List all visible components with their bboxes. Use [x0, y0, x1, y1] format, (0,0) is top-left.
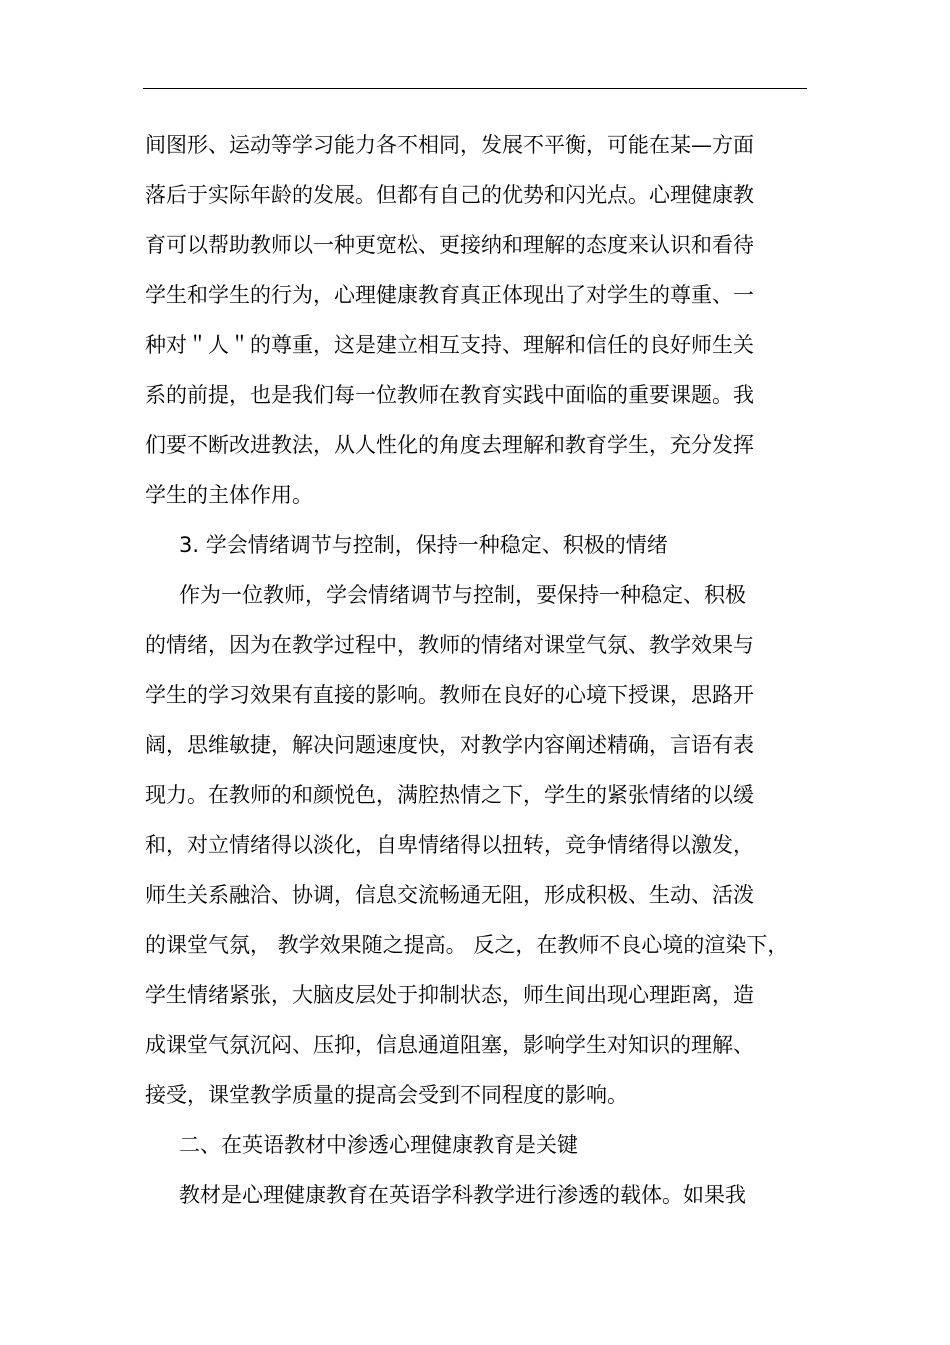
text-line: 成课堂气氛沉闷、压抑，信息通道阻塞，影响学生对知识的理解、 [145, 1033, 754, 1057]
text-line: 间图形、运动等学习能力各不相同，发展不平衡，可能在某—方面 [145, 133, 754, 157]
text-line: 落后于实际年龄的发展。但都有自己的优势和闪光点。心理健康教 [145, 183, 754, 207]
text-line: 学生的学习效果有直接的影响。教师在良好的心境下授课，思路开 [145, 683, 754, 707]
text-line: 接受，课堂教学质量的提高会受到不同程度的影响。 [145, 1083, 628, 1107]
body-text [145, 120, 789, 1220]
text-line: 们要不断改进教法，从人性化的角度去理解和教育学生，充分发挥 [145, 433, 754, 457]
text-line: 学生情绪紧张，大脑皮层处于抑制状态，师生间出现心理距离，造 [145, 983, 754, 1007]
text-line: 现力。在教师的和颜悦色，满腔热情之下，学生的紧张情绪的以缓 [145, 783, 754, 807]
text-line: 系的前提，也是我们每一位教师在教育实践中面临的重要课题。我 [145, 383, 754, 407]
text-line: 作为一位教师，学会情绪调节与控制，要保持一种稳定、积极 [179, 583, 746, 607]
text-line: 和，对立情绪得以淡化，自卑情绪得以扭转，竞争情绪得以激发， [145, 833, 754, 857]
text-line: 师生关系融洽、协调，信息交流畅通无阻，形成积极、生动、活泼 [145, 883, 754, 907]
text-line: 3. 学会情绪调节与控制，保持一种稳定、积极的情绪 [179, 533, 668, 557]
text-line: 种对＂人＂的尊重，这是建立相互支持、理解和信任的良好师生关 [145, 333, 754, 357]
text-line: 教材是心理健康教育在英语学科教学进行渗透的载体。如果我 [179, 1183, 746, 1207]
text-line: 阔，思维敏捷，解决问题速度快，对教学内容阐述精确，言语有表 [145, 733, 754, 757]
text-line: 育可以帮助教师以一种更宽松、更接纳和理解的态度来认识和看待 [145, 233, 754, 257]
text-line: 二、在英语教材中渗透心理健康教育是关键 [179, 1133, 578, 1157]
header-rule [143, 88, 807, 89]
text-line: 的课堂气氛， 教学效果随之提高。 反之，在教师不良心境的渲染下， [145, 933, 789, 957]
text-line: 学生的主体作用。 [145, 483, 313, 507]
text-line: 的情绪，因为在教学过程中，教师的情绪对课堂气氛、教学效果与 [145, 633, 754, 657]
text-line: 学生和学生的行为，心理健康教育真正体现出了对学生的尊重、一 [145, 283, 754, 307]
